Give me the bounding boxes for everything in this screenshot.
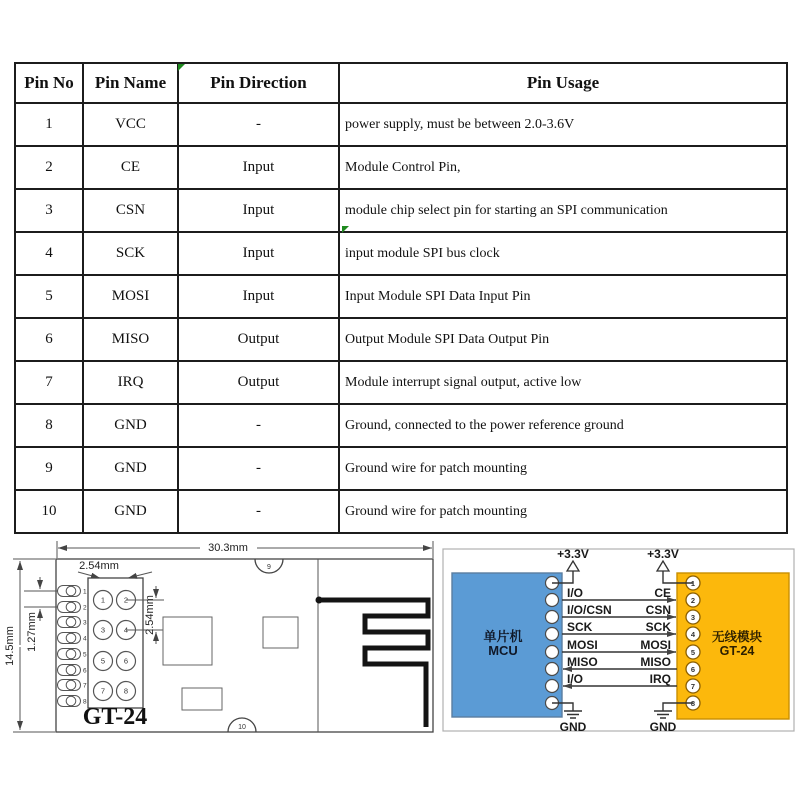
pin-name: CSN xyxy=(83,189,178,232)
edge-pin-numbers xyxy=(83,589,87,706)
svg-text:6: 6 xyxy=(690,664,696,674)
pin-usage: Ground wire for patch mounting xyxy=(339,447,787,490)
dim-board-height: 14.5mm xyxy=(4,626,16,666)
svg-text:8: 8 xyxy=(83,698,87,706)
pin-direction: Output xyxy=(178,318,339,361)
pin-no: 10 xyxy=(15,490,83,533)
svg-text:MOSI: MOSI xyxy=(640,638,671,652)
svg-text:2: 2 xyxy=(83,604,87,612)
pin-direction: - xyxy=(178,404,339,447)
pin-usage: Ground wire for patch mounting xyxy=(339,490,787,533)
pin-usage: module chip select pin for starting an SPI communication xyxy=(339,189,787,232)
pin-name: GND xyxy=(83,447,178,490)
header-pin-usage: Pin Usage xyxy=(339,63,787,103)
mcu-label-cn: 单片机 xyxy=(483,629,523,644)
svg-text:5: 5 xyxy=(690,647,696,657)
module-name-label: GT-24 xyxy=(82,704,148,730)
svg-text:I/O: I/O xyxy=(567,586,584,600)
pin-usage: Module interrupt signal output, active low xyxy=(339,361,787,404)
svg-text:8: 8 xyxy=(690,698,696,708)
svg-text:3: 3 xyxy=(83,619,87,627)
svg-text:SCK: SCK xyxy=(567,620,593,634)
pin-table xyxy=(14,62,788,534)
table-row xyxy=(15,232,787,275)
bottom-diagrams xyxy=(0,530,800,800)
svg-text:2: 2 xyxy=(123,595,129,605)
connector-holes xyxy=(94,591,136,701)
svg-text:IRQ: IRQ xyxy=(649,672,671,686)
table-row xyxy=(15,103,787,146)
module-label-en: GT-24 xyxy=(719,644,755,658)
component-square-large xyxy=(163,617,212,665)
pin-direction: Input xyxy=(178,275,339,318)
component-square-small xyxy=(263,617,298,648)
pin-no: 9 xyxy=(15,447,83,490)
svg-text:+3.3V: +3.3V xyxy=(647,547,679,561)
svg-text:7: 7 xyxy=(100,686,106,696)
pin-name: VCC xyxy=(83,103,178,146)
pin-no: 6 xyxy=(15,318,83,361)
pin-direction: Input xyxy=(178,232,339,275)
svg-text:5: 5 xyxy=(83,651,87,659)
svg-text:5: 5 xyxy=(100,656,106,666)
svg-text:6: 6 xyxy=(123,656,129,666)
pin-direction: Output xyxy=(178,361,339,404)
svg-text:I/O: I/O xyxy=(567,672,584,686)
svg-text:SCK: SCK xyxy=(645,620,671,634)
pin-direction: - xyxy=(178,447,339,490)
pin-no: 3 xyxy=(15,189,83,232)
svg-text:4: 4 xyxy=(690,629,696,639)
svg-text:3: 3 xyxy=(100,625,106,635)
mechanical-drawing xyxy=(4,540,433,732)
dim-edge-pin-pitch: 1.27mm xyxy=(26,612,38,652)
table-row xyxy=(15,361,787,404)
antenna-trace xyxy=(319,600,428,727)
dim-pitch-horizontal: 2.54mm xyxy=(79,560,119,572)
svg-text:2: 2 xyxy=(690,595,696,605)
svg-text:4: 4 xyxy=(83,635,87,643)
pin-name: MISO xyxy=(83,318,178,361)
table-row xyxy=(15,490,787,533)
pin-no: 8 xyxy=(15,404,83,447)
header-pin-direction: Pin Direction xyxy=(178,63,339,103)
edge-pad-10-number: 10 xyxy=(238,724,246,731)
table-row xyxy=(15,275,787,318)
pin-direction: Input xyxy=(178,146,339,189)
pin-usage: Output Module SPI Data Output Pin xyxy=(339,318,787,361)
module-label-cn: 无线模块 xyxy=(711,630,763,644)
pin-name: CE xyxy=(83,146,178,189)
header-pin-name: Pin Name xyxy=(83,63,178,103)
pin-no: 5 xyxy=(15,275,83,318)
connector-hole-numbers xyxy=(101,596,128,696)
pin-no: 2 xyxy=(15,146,83,189)
pin-no: 7 xyxy=(15,361,83,404)
svg-text:1: 1 xyxy=(83,588,87,596)
pin-no: 4 xyxy=(15,232,83,275)
pin-usage: Ground, connected to the power reference ground xyxy=(339,404,787,447)
svg-text:7: 7 xyxy=(690,681,696,691)
pin-direction: - xyxy=(178,103,339,146)
pin-table-header-row xyxy=(15,63,787,103)
pin-direction: - xyxy=(178,490,339,533)
svg-text:1: 1 xyxy=(690,578,696,588)
svg-text:+3.3V: +3.3V xyxy=(557,547,589,561)
pin-name: GND xyxy=(83,404,178,447)
pin-usage: Input Module SPI Data Input Pin xyxy=(339,275,787,318)
pin-usage: power supply, must be between 2.0-3.6V xyxy=(339,103,787,146)
pin-usage: input module SPI bus clock xyxy=(339,232,787,275)
svg-text:CE: CE xyxy=(654,586,671,600)
component-rect xyxy=(182,688,222,710)
mcu-label-en: MCU xyxy=(488,643,518,658)
wiring-diagram xyxy=(443,547,794,734)
svg-text:4: 4 xyxy=(123,625,129,635)
table-row xyxy=(15,447,787,490)
table-row xyxy=(15,146,787,189)
svg-text:CSN: CSN xyxy=(645,603,671,617)
edge-pad-9-number: 9 xyxy=(267,564,271,571)
pin-usage: Module Control Pin, xyxy=(339,146,787,189)
pin-no: 1 xyxy=(15,103,83,146)
header-pin-no: Pin No xyxy=(15,63,83,103)
dim-pitch-vertical: 2.54mm xyxy=(144,595,156,635)
svg-text:MOSI: MOSI xyxy=(567,638,598,652)
pin-name: IRQ xyxy=(83,361,178,404)
pin-name: GND xyxy=(83,490,178,533)
svg-text:6: 6 xyxy=(83,667,87,675)
table-row xyxy=(15,189,787,232)
svg-text:8: 8 xyxy=(123,686,129,696)
table-row xyxy=(15,404,787,447)
table-row xyxy=(15,318,787,361)
svg-text:7: 7 xyxy=(83,682,87,690)
svg-text:GND: GND xyxy=(649,720,677,734)
svg-text:MISO: MISO xyxy=(640,655,671,669)
svg-text:MISO: MISO xyxy=(567,655,598,669)
edge-pins xyxy=(58,586,81,707)
pin-direction: Input xyxy=(178,189,339,232)
pin-name: SCK xyxy=(83,232,178,275)
svg-text:3: 3 xyxy=(690,612,696,622)
svg-text:GND: GND xyxy=(559,720,587,734)
svg-text:1: 1 xyxy=(100,595,106,605)
svg-text:I/O/CSN: I/O/CSN xyxy=(567,603,612,617)
dim-board-width: 30.3mm xyxy=(208,542,248,554)
pin-name: MOSI xyxy=(83,275,178,318)
